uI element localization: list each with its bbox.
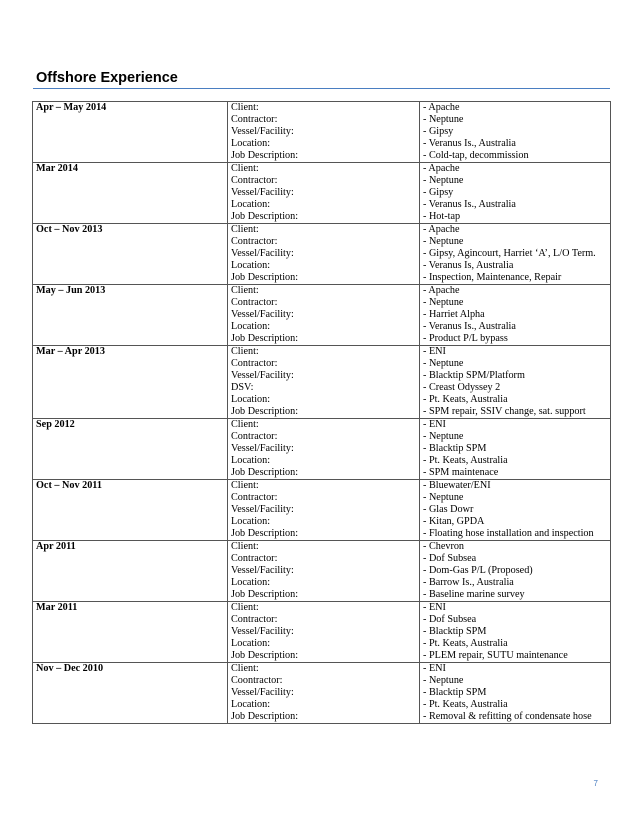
entry-labels [228,102,420,163]
page-number: 7 [593,779,598,788]
entry-date: Nov – Dec 2010 [33,663,228,724]
entry-date: Apr – May 2014 [33,102,228,163]
table-row [33,285,611,346]
field-value: - Pt. Keats, Australia [423,455,508,466]
field-value: - Bluewater/ENI [423,480,491,491]
field-label: Location: [231,455,271,466]
field-value: - Chevron [423,541,465,552]
field-value: - Neptune [423,175,464,186]
table-row [33,346,611,419]
field-label: DSV: [231,382,254,393]
field-value: - Blacktip SPM [423,443,487,454]
field-value: - Barrow Is., Australia [423,577,514,588]
field-value: - Apache [423,224,460,235]
field-value: - Veranus Is, Australia [423,260,514,271]
entry-labels [228,419,420,480]
field-value: - Neptune [423,358,464,369]
entry-labels [228,602,420,663]
field-value: - Removal & refitting of condensate hose [423,711,592,722]
field-label: Location: [231,260,271,271]
field-label: Client: [231,346,259,357]
title-divider [33,88,610,89]
field-label: Contractor: [231,492,278,503]
table-row [33,102,611,163]
field-label: Location: [231,394,271,405]
field-value: - Neptune [423,675,464,686]
field-label: Client: [231,419,259,430]
field-value: - Inspection, Maintenance, Repair [423,272,562,283]
field-label: Vessel/Facility: [231,626,294,637]
field-label: Vessel/Facility: [231,126,294,137]
entry-values [420,224,611,285]
entry-labels [228,285,420,346]
entry-values [420,102,611,163]
field-label: Location: [231,138,271,149]
entry-values [420,602,611,663]
field-value: - Dof Subsea [423,553,477,564]
table-row [33,480,611,541]
field-value: - Neptune [423,236,464,247]
field-value: - Veranus Is., Australia [423,321,516,332]
entry-labels [228,480,420,541]
entry-date: Mar – Apr 2013 [33,346,228,419]
entry-values [420,346,611,419]
field-label: Job Description: [231,211,299,222]
field-value: - Glas Dowr [423,504,474,515]
entry-date: Mar 2014 [33,163,228,224]
field-value: - Dom-Gas P/L (Proposed) [423,565,533,576]
field-label: Contractor: [231,114,278,125]
field-label: Client: [231,285,259,296]
field-label: Client: [231,224,259,235]
field-label: Contractor: [231,358,278,369]
entry-date: Sep 2012 [33,419,228,480]
field-value: - Blacktip SPM [423,687,487,698]
field-label: Location: [231,321,271,332]
field-value: - Hot-tap [423,211,461,222]
field-value: - Gipsy [423,187,454,198]
field-label: Location: [231,516,271,527]
field-label: Contractor: [231,431,278,442]
field-label: Client: [231,480,259,491]
field-value: - Cold-tap, decommission [423,150,529,161]
field-value: - Pt. Keats, Australia [423,699,508,710]
field-value: - ENI [423,663,446,674]
field-label: Vessel/Facility: [231,565,294,576]
field-value: - SPM repair, SSIV change, sat. support [423,406,586,417]
section-title: Offshore Experience [36,70,178,86]
field-label: Job Description: [231,528,299,539]
field-label: Vessel/Facility: [231,504,294,515]
field-label: Job Description: [231,650,299,661]
entry-values [420,163,611,224]
field-value: - Dof Subsea [423,614,477,625]
field-value: - ENI [423,602,446,613]
field-label: Client: [231,541,259,552]
field-label: Contractor: [231,614,278,625]
entry-date: Apr 2011 [33,541,228,602]
field-value: - Baseline marine survey [423,589,525,600]
field-value: - Neptune [423,114,464,125]
table-row [33,663,611,724]
field-label: Location: [231,699,271,710]
entry-labels [228,163,420,224]
field-value: - Kitan, GPDA [423,516,485,527]
field-label: Job Description: [231,150,299,161]
field-value: - Veranus Is., Australia [423,199,516,210]
field-label: Vessel/Facility: [231,309,294,320]
field-value: - Creast Odyssey 2 [423,382,501,393]
field-value: - Neptune [423,492,464,503]
field-value: - ENI [423,419,446,430]
field-label: Contractor: [231,553,278,564]
field-label: Location: [231,199,271,210]
field-value: - Neptune [423,297,464,308]
entry-labels [228,541,420,602]
field-label: Vessel/Facility: [231,248,294,259]
entry-values [420,480,611,541]
field-value: - Pt. Keats, Australia [423,638,508,649]
field-label: Vessel/Facility: [231,687,294,698]
field-label: Client: [231,163,259,174]
field-label: Contractor: [231,297,278,308]
field-label: Client: [231,102,259,113]
entry-values [420,663,611,724]
field-value: - Blacktip SPM [423,626,487,637]
entry-values [420,541,611,602]
field-label: Contractor: [231,236,278,247]
field-label: Client: [231,663,259,674]
field-value: - Apache [423,285,460,296]
entry-date: May – Jun 2013 [33,285,228,346]
field-value: - Harriet Alpha [423,309,485,320]
field-label: Job Description: [231,589,299,600]
field-value: - Neptune [423,431,464,442]
entry-values [420,285,611,346]
table-row [33,541,611,602]
field-label: Contractor: [231,175,278,186]
field-label: Location: [231,638,271,649]
field-label: Job Description: [231,711,299,722]
field-value: - Veranus Is., Australia [423,138,516,149]
table-row [33,163,611,224]
entry-labels [228,346,420,419]
field-value: - Floating hose installation and inspection [423,528,594,539]
entry-labels [228,224,420,285]
field-label: Location: [231,577,271,588]
field-value: - Apache [423,163,460,174]
entry-date: Oct – Nov 2011 [33,480,228,541]
table-row [33,602,611,663]
field-label: Job Description: [231,467,299,478]
field-value: - ENI [423,346,446,357]
field-label: Vessel/Facility: [231,443,294,454]
field-label: Job Description: [231,406,299,417]
field-label: Vessel/Facility: [231,370,294,381]
field-value: - Gipsy [423,126,454,137]
entry-values [420,419,611,480]
table-row [33,419,611,480]
field-label: Vessel/Facility: [231,187,294,198]
field-value: - SPM maintenace [423,467,499,478]
field-value: - PLEM repair, SUTU maintenance [423,650,568,661]
field-value: - Pt. Keats, Australia [423,394,508,405]
field-label: Coontractor: [231,675,283,686]
field-label: Job Description: [231,272,299,283]
field-value: - Blacktip SPM/Platform [423,370,525,381]
table-row [33,224,611,285]
field-value: - Gipsy, Agincourt, Harriet ‘A’, L/O Term. [423,248,596,259]
field-label: Job Description: [231,333,299,344]
field-value: - Apache [423,102,460,113]
field-label: Client: [231,602,259,613]
entry-date: Mar 2011 [33,602,228,663]
table-body [33,102,611,724]
field-value: - Product P/L bypass [423,333,508,344]
entry-labels [228,663,420,724]
offshore-experience-table [32,101,611,724]
entry-date: Oct – Nov 2013 [33,224,228,285]
